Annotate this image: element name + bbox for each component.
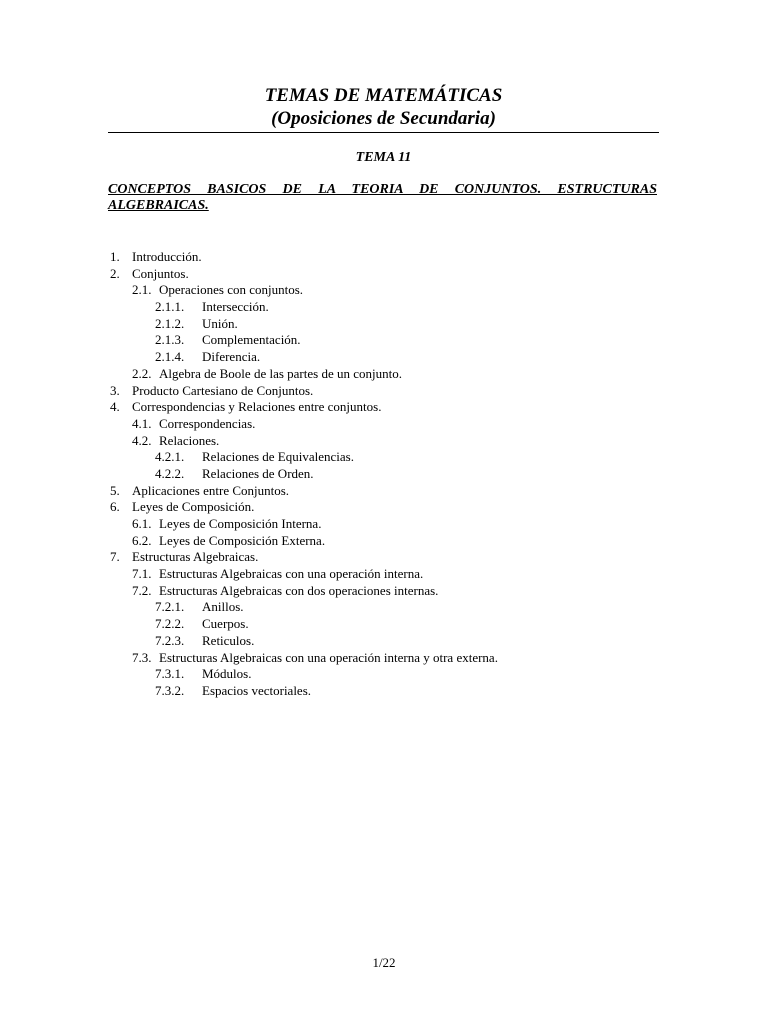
toc-item-number: 7.3.2.: [155, 682, 185, 698]
toc-item-number: 6.2.: [132, 532, 152, 548]
toc-item-label: Cuerpos.: [202, 616, 249, 632]
toc-item-number: 7.3.1.: [155, 666, 185, 682]
toc-item-label: Operaciones con conjuntos.: [159, 282, 304, 298]
toc-item: [110, 366, 670, 383]
toc-item-label: Estructuras Algebraicas.: [132, 549, 259, 565]
toc-item-number: 4.: [110, 399, 120, 415]
toc-item: [110, 650, 670, 667]
toc-item-number: 3.: [110, 382, 120, 398]
toc-item: [110, 449, 670, 466]
toc-item: [110, 383, 670, 400]
toc-item: [110, 683, 670, 700]
toc-item: [110, 583, 670, 600]
toc-item-label: Leyes de Composición Externa.: [159, 532, 326, 548]
toc-item: [110, 316, 670, 333]
toc-item-label: Producto Cartesiano de Conjuntos.: [132, 382, 314, 398]
toc-item-label: Estructuras Algebraicas con dos operaciones internas.: [159, 582, 439, 598]
toc-item-label: Relaciones.: [159, 432, 220, 448]
toc-item-label: Anillos.: [202, 599, 244, 615]
toc-item: [110, 266, 670, 283]
toc-item-number: 2.2.: [132, 365, 152, 381]
toc-item: [110, 332, 670, 349]
toc-item: [110, 549, 670, 566]
tema-heading: CONCEPTOS BASICOS DE LA TEORIA DE CONJUNTOS. ESTRUCTURAS ALGEBRAICAS.: [108, 182, 657, 213]
toc-item-number: 2.1.3.: [155, 332, 185, 348]
toc-item-label: Estructuras Algebraicas con una operación interna y otra externa.: [159, 649, 498, 665]
toc-item-number: 7.3.: [132, 649, 152, 665]
document-title: TEMAS DE MATEMÁTICAS: [264, 85, 503, 106]
toc-item: [110, 499, 670, 516]
toc-item-label: Leyes de Composición Interna.: [159, 516, 322, 531]
page-number: 1/22: [372, 955, 396, 970]
toc-item-label: Módulos.: [202, 666, 252, 682]
toc-item-label: Relaciones de Equivalencias.: [202, 449, 354, 465]
toc-item-label: Complementación.: [202, 332, 301, 348]
toc-item-number: 7.: [110, 549, 120, 565]
toc-item-number: 4.2.1.: [155, 449, 185, 465]
toc-item-number: 2.1.1.: [155, 299, 185, 315]
toc-item-number: 7.2.2.: [155, 616, 185, 632]
document-header: [108, 84, 659, 133]
toc-item: [110, 349, 670, 366]
toc-item-number: 2.1.2.: [155, 315, 185, 331]
toc-item-number: 7.2.: [132, 582, 152, 598]
toc-item-number: 7.2.3.: [155, 632, 185, 648]
toc-item-label: Introducción.: [132, 249, 202, 264]
toc-item-label: Reticulos.: [202, 632, 255, 648]
toc-item-label: Aplicaciones entre Conjuntos.: [132, 482, 290, 498]
toc-item-label: Algebra de Boole de las partes de un conjunto.: [159, 365, 402, 381]
toc-item: [110, 416, 670, 433]
toc-item-label: Correspondencias.: [159, 415, 256, 431]
toc-item-number: 4.2.2.: [155, 465, 185, 481]
toc-item-number: 2.1.: [132, 282, 152, 298]
toc-item-number: 1.: [110, 249, 120, 264]
table-of-contents: [110, 249, 670, 700]
toc-item-number: 6.: [110, 499, 120, 515]
document-subtitle: (Oposiciones de Secundaria): [271, 108, 496, 129]
toc-item-number: 4.1.: [132, 415, 152, 431]
toc-item: [110, 483, 670, 500]
toc-item: [110, 516, 670, 533]
toc-item: [110, 466, 670, 483]
toc-item: [110, 533, 670, 550]
toc-item: [110, 566, 670, 583]
toc-item-number: 7.2.1.: [155, 599, 185, 615]
toc-item: [110, 399, 670, 416]
toc-item-label: Conjuntos.: [132, 265, 189, 281]
toc-item: [110, 633, 670, 650]
toc-item: [110, 282, 670, 299]
toc-item-number: 2.1.4.: [155, 349, 185, 365]
toc-item-number: 6.1.: [132, 516, 152, 531]
tema-number: TEMA 11: [355, 150, 412, 165]
toc-item-label: Relaciones de Orden.: [202, 465, 314, 481]
toc-item-number: 5.: [110, 482, 120, 498]
toc-item: [110, 433, 670, 450]
toc-item-number: 7.1.: [132, 566, 152, 582]
toc-item-label: Intersección.: [202, 299, 269, 315]
toc-item-label: Leyes de Composición.: [132, 499, 255, 515]
toc-item: [110, 599, 670, 616]
toc-item-number: 4.2.: [132, 432, 152, 448]
toc-item: [110, 666, 670, 683]
toc-item-label: Estructuras Algebraicas con una operación interna.: [159, 566, 424, 582]
toc-item-label: Espacios vectoriales.: [202, 682, 312, 698]
toc-item: [110, 299, 670, 316]
toc-item: [110, 249, 670, 266]
toc-item-label: Unión.: [202, 315, 238, 331]
toc-item-label: Diferencia.: [202, 349, 261, 365]
toc-item: [110, 616, 670, 633]
toc-item-label: Correspondencias y Relaciones entre conjuntos.: [132, 399, 382, 415]
toc-item-number: 2.: [110, 265, 120, 281]
